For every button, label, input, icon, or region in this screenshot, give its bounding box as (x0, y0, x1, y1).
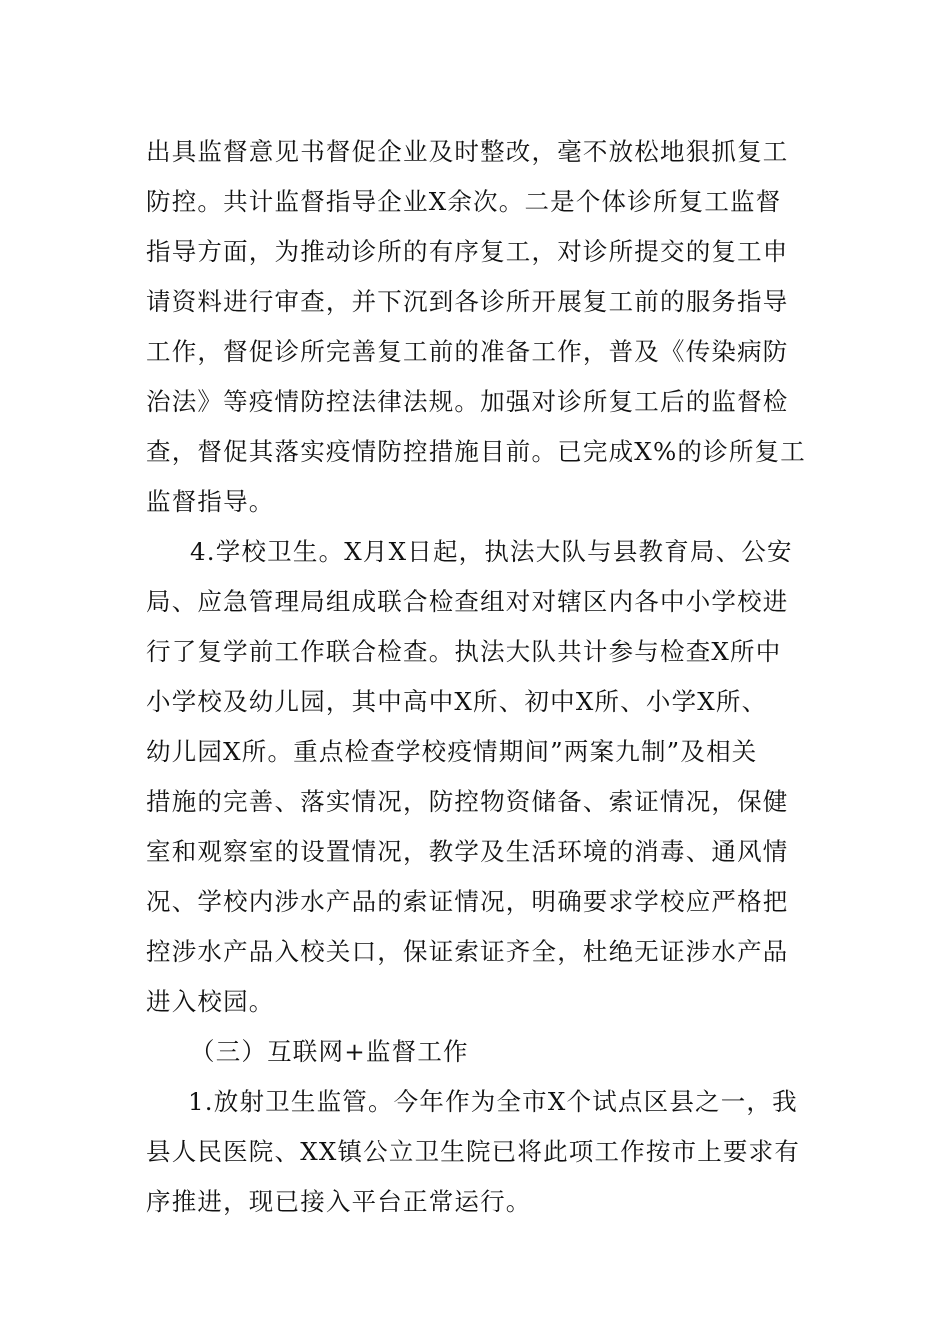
text-line: 序推进，现已接入平台正常运行。 (146, 1187, 532, 1216)
text-line: 防控。共计监督指导企业X余次。二是个体诊所复工监督 (146, 187, 782, 216)
text-line: 监督指导。 (146, 487, 275, 516)
text-line: 出具监督意见书督促企业及时整改，毫不放松地狠抓复工 (146, 137, 789, 166)
text-line: 行了复学前工作联合检查。执法大队共计参与检查X所中 (146, 637, 782, 666)
text-line: 况、学校内涉水产品的索证情况，明确要求学校应严格把 (146, 887, 789, 916)
paragraph-start-line: 4.学校卫生。X月X日起，执法大队与县教育局、公安 (190, 537, 793, 566)
text-line: 措施的完善、落实情况，防控物资储备、索证情况，保健 (146, 787, 789, 816)
paragraph-start-line: 1.放射卫生监管。今年作为全市X个试点区县之一，我 (188, 1087, 798, 1116)
section-heading: （三）互联网+监督工作 (190, 1037, 469, 1066)
text-line: 查，督促其落实疫情防控措施目前。已完成X%的诊所复工 (146, 437, 806, 466)
text-line: 请资料进行审查，并下沉到各诊所开展复工前的服务指导 (146, 287, 789, 316)
text-line: 县人民医院、XX镇公立卫生院已将此项工作按市上要求有 (146, 1137, 801, 1166)
text-line: 控涉水产品入校关口，保证索证齐全，杜绝无证涉水产品 (146, 937, 789, 966)
text-line: 幼儿园X所。重点检查学校疫情期间”两案九制”及相关 (146, 737, 758, 766)
text-line: 工作，督促诊所完善复工前的准备工作，普及《传染病防 (146, 337, 789, 366)
text-line: 治法》等疫情防控法律法规。加强对诊所复工后的监督检 (146, 387, 789, 416)
text-line: 进入校园。 (146, 987, 275, 1016)
text-line: 小学校及幼儿园，其中高中X所、初中X所、小学X所、 (146, 687, 768, 716)
text-line: 指导方面，为推动诊所的有序复工，对诊所提交的复工申 (146, 237, 789, 266)
text-line: 局、应急管理局组成联合检查组对对辖区内各中小学校进 (146, 587, 789, 616)
text-line: 室和观察室的设置情况，教学及生活环境的消毒、通风情 (146, 837, 789, 866)
